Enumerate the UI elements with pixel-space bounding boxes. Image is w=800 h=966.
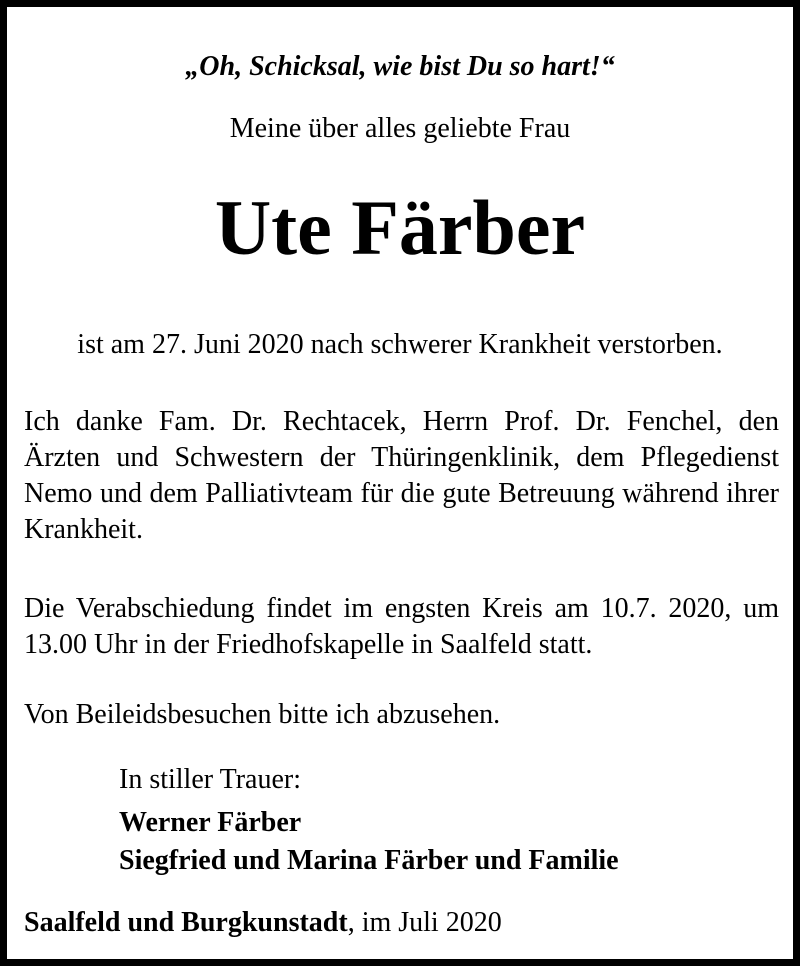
mourning-label: In stiller Trauer: <box>119 764 301 795</box>
condolence-note: Von Beileidsbesuchen bitte ich abzusehen. <box>24 699 501 730</box>
mourner-name: Werner Färber <box>119 807 302 838</box>
footer-date: , im Juli 2020 <box>347 907 502 938</box>
opening-quote: „Oh, Schicksal, wie bist Du so hart!“ <box>185 51 615 82</box>
farewell-paragraph: Die Verabschiedung findet im engsten Kreis am 10.7. 2020, um 13.00 Uhr in der Friedhofskapelle in Saalfeld statt. <box>24 593 779 660</box>
deceased-name: Ute Färber <box>214 184 586 271</box>
intro-line: Meine über alles geliebte Frau <box>229 113 571 144</box>
footer-line <box>24 907 502 939</box>
footer-place: Saalfeld und Burgkunstadt <box>24 907 348 938</box>
mourner-name: Siegfried und Marina Färber und Familie <box>119 845 619 876</box>
thanks-paragraph: Ich danke Fam. Dr. Rechtacek, Herrn Prof. Dr. Fenchel, den Ärzten und Schwestern der Thüringenklinik, dem Pflegedienst Nemo und dem Palliativteam für die gute Betreuung während ihrer Krankheit. <box>24 406 779 545</box>
death-statement: ist am 27. Juni 2020 nach schwerer Krankheit verstorben. <box>77 329 723 360</box>
